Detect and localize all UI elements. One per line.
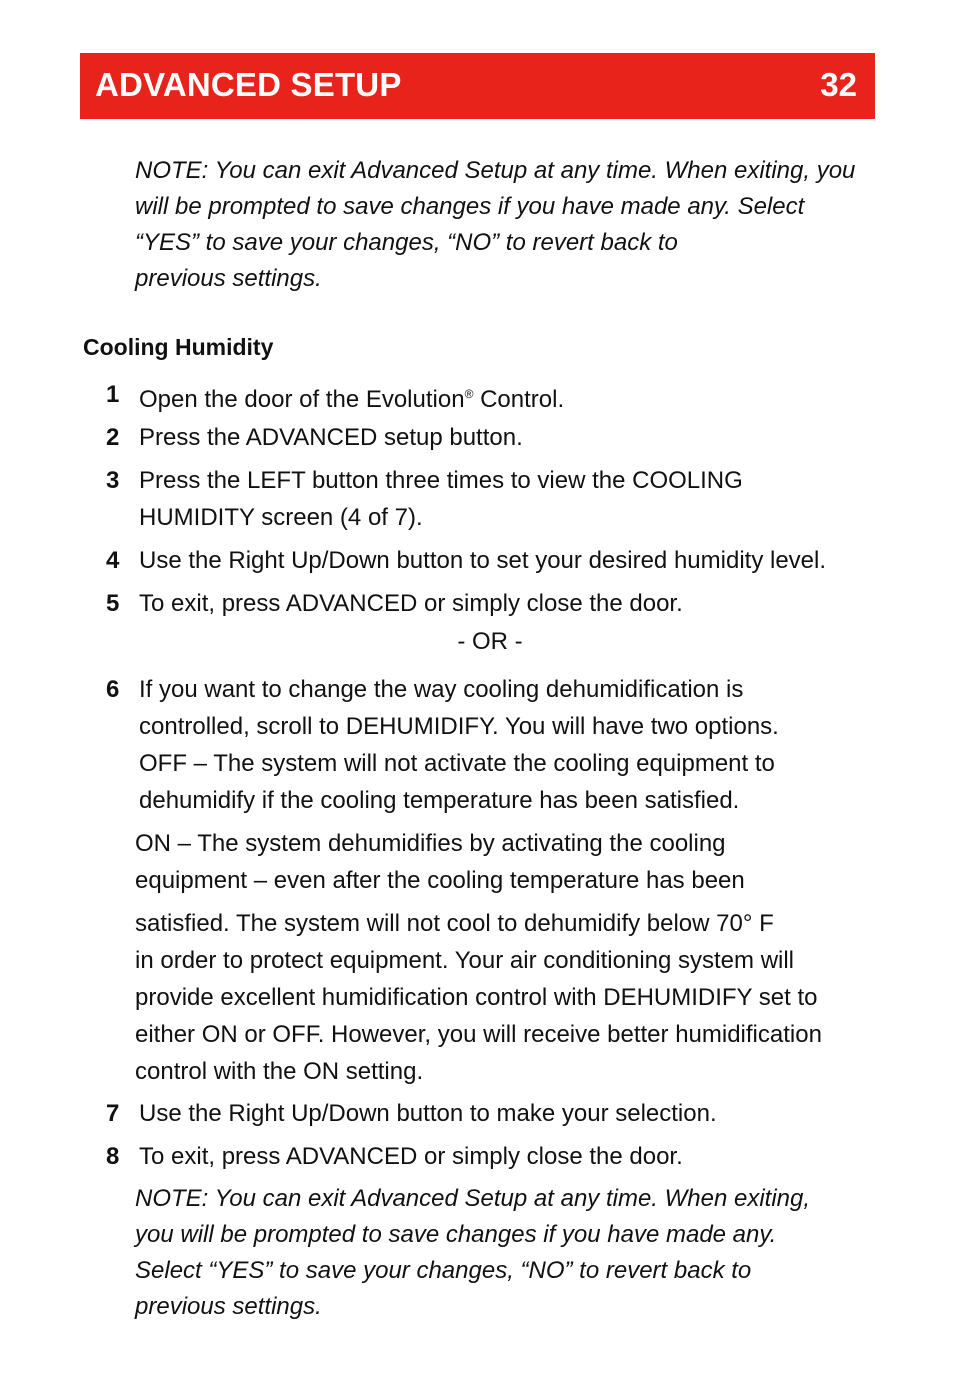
step-text: Press the LEFT button three times to view the COOLING HUMIDITY screen (4 of 7). [139, 467, 743, 531]
step-number: 2 [106, 424, 120, 451]
step-text: Use the Right Up/Down button to set your desired humidity level. [139, 547, 827, 574]
on-option-paragraph: ON – The system dehumidifies by activating the cooling equipment – even after the cooling temperature has been [135, 830, 745, 894]
or-separator: - OR - [457, 628, 523, 655]
step-text: Open the door of the Evolution® Control. [139, 386, 565, 413]
step-text: To exit, press ADVANCED or simply close the door. [139, 590, 683, 617]
step-number: 5 [106, 590, 120, 617]
step-number: 1 [106, 381, 120, 408]
registered-mark: ® [464, 387, 474, 401]
step-number: 8 [106, 1143, 120, 1170]
step-text: Press the ADVANCED setup button. [139, 424, 523, 451]
section-title: Cooling Humidity [83, 334, 274, 360]
step-text: Use the Right Up/Down button to make your selection. [139, 1100, 717, 1127]
step-text: If you want to change the way cooling dehumidification is controlled, scroll to DEHUMIDIFY. You will have two options. OFF – The system will not activate the cooling equipment to dehumidify if the cooling temperature has been satisfied. [139, 676, 779, 814]
step-number: 6 [106, 676, 120, 703]
on-option-continuation: satisfied. The system will not cool to dehumidify below 70° F in order to protect equipment. Your air conditioning system will provide excellent humidification control with DEHUMIDIFY set to either ON or OFF. However, you will receive better humidification control with the ON setting. [135, 910, 822, 1085]
step-number: 7 [106, 1100, 120, 1127]
page-number: 32 [820, 66, 857, 103]
page-title: ADVANCED SETUP [95, 66, 402, 103]
note-top: NOTE: You can exit Advanced Setup at any time. When exiting, you will be prompted to save changes if you have made any. Select “YES” to save your changes, “NO” to revert back to previous settings. [135, 157, 856, 292]
step-number: 4 [106, 547, 120, 574]
page-header [80, 53, 875, 119]
step-number: 3 [106, 467, 120, 494]
step-text: To exit, press ADVANCED or simply close the door. [139, 1143, 683, 1170]
note-bottom: NOTE: You can exit Advanced Setup at any time. When exiting, you will be prompted to save changes if you have made any. Select “YES” to save your changes, “NO” to revert back to previous settings. [135, 1185, 811, 1320]
